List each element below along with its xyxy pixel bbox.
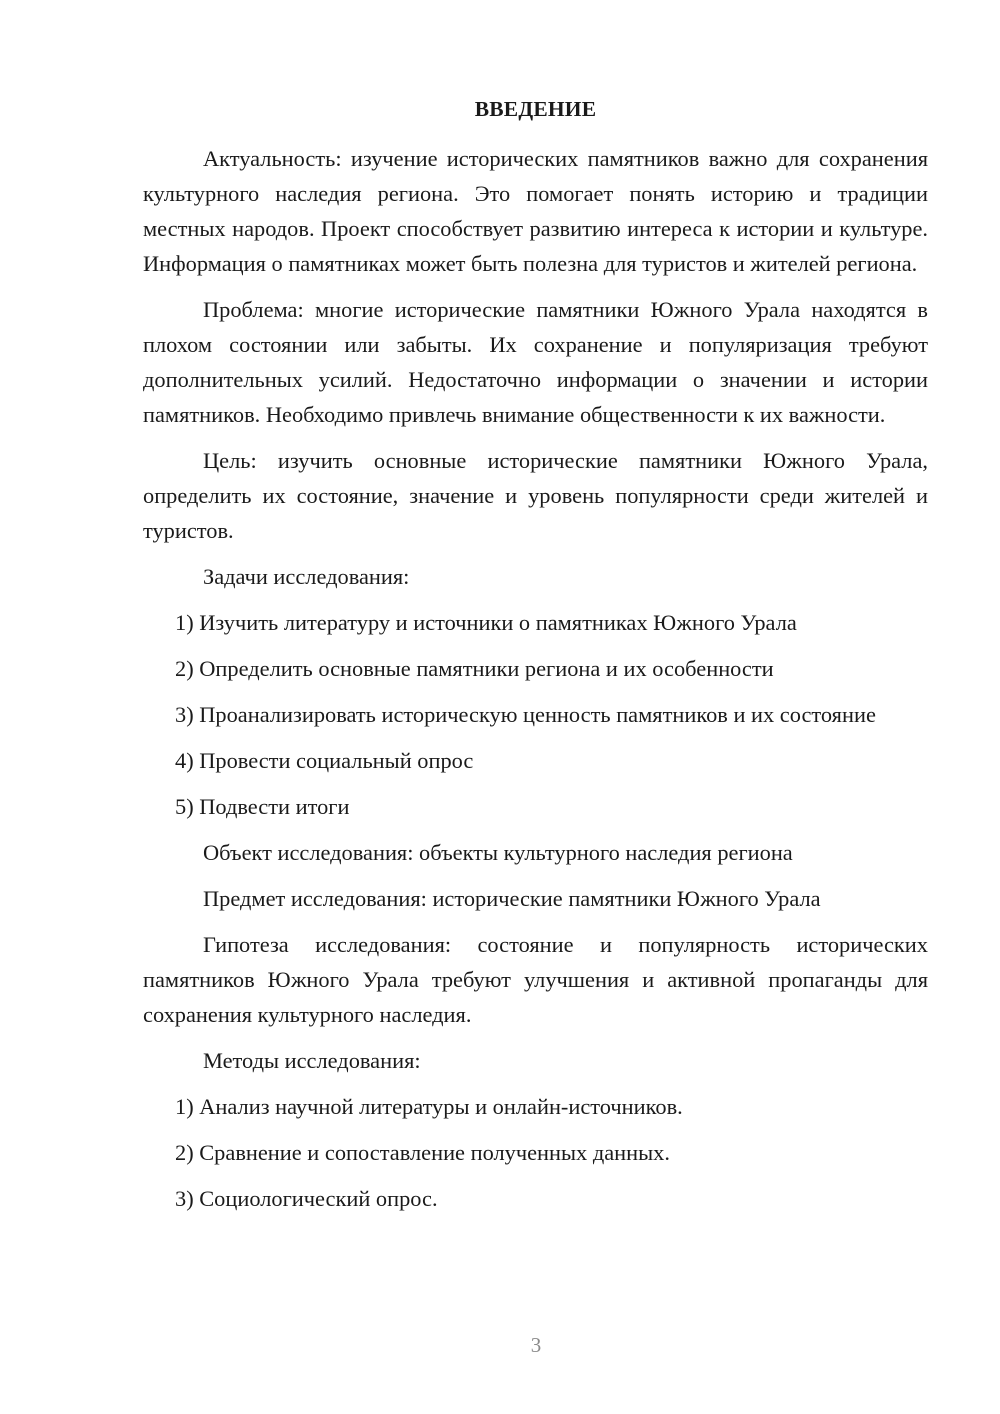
subject-line: Предмет исследования: исторические памятники Южного Урала bbox=[203, 886, 821, 911]
task-item-4: 4) Провести социальный опрос bbox=[175, 748, 474, 773]
method-item-3: 3) Социологический опрос. bbox=[175, 1186, 438, 1211]
methods-heading: Методы исследования: bbox=[203, 1048, 421, 1073]
problem-paragraph: Проблема: многие исторические памятники Южного Урала находятся в плохом состоянии или забыты. Их сохранение и популяризация требуют дополнительных усилий. Недостаточно информации о значении и истории памятников. Необходимо привлечь внимание общественности к их важности. bbox=[143, 297, 928, 427]
goal-paragraph: Цель: изучить основные исторические памятники Южного Урала, определить их состояние, значение и уровень популярности среди жителей и туристов. bbox=[143, 448, 928, 543]
tasks-heading: Задачи исследования: bbox=[203, 564, 410, 589]
task-item-5: 5) Подвести итоги bbox=[175, 794, 350, 819]
object-line: Объект исследования: объекты культурного наследия региона bbox=[203, 840, 793, 865]
method-item-1: 1) Анализ научной литературы и онлайн-источников. bbox=[175, 1094, 683, 1119]
task-item-3: 3) Проанализировать историческую ценность памятников и их состояние bbox=[175, 702, 876, 727]
page-title: ВВЕДЕНИЕ bbox=[474, 97, 597, 121]
hypothesis-paragraph: Гипотеза исследования: состояние и популярность исторических памятников Южного Урала требуют улучшения и активной пропаганды для сохранения культурного наследия. bbox=[143, 932, 928, 1027]
method-item-2: 2) Сравнение и сопоставление полученных данных. bbox=[175, 1140, 670, 1165]
task-item-1: 1) Изучить литературу и источники о памятниках Южного Урала bbox=[175, 610, 797, 635]
task-item-2: 2) Определить основные памятники региона и их особенности bbox=[175, 656, 774, 681]
page-number: 3 bbox=[530, 1333, 542, 1357]
relevance-paragraph: Актуальность: изучение исторических памятников важно для сохранения культурного наследия региона. Это помогает понять историю и традиции местных народов. Проект способствует развитию интереса к истории и культуре. Информация о памятниках может быть полезна для туристов и жителей региона. bbox=[143, 146, 928, 276]
document-page bbox=[143, 92, 928, 1227]
